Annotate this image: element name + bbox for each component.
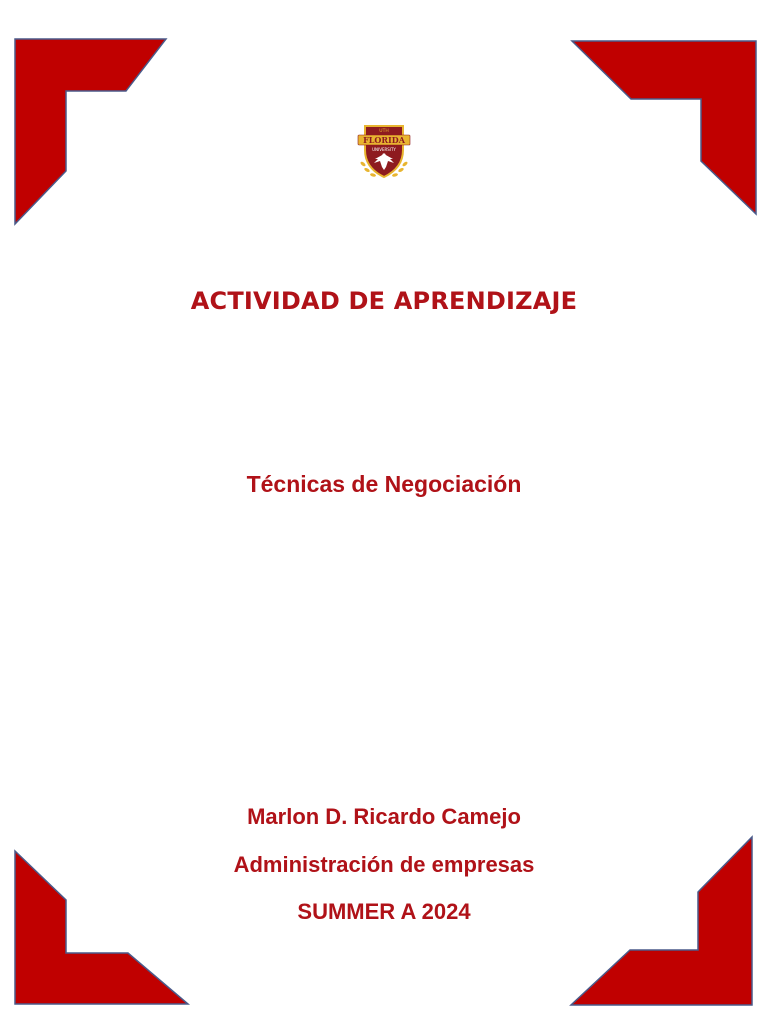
logo-arc-text: UNIVERSITY [372,147,396,152]
logo-top-text: UTH [379,129,389,134]
university-crest-logo [355,120,413,182]
subject-heading: Técnicas de Negociación [246,471,522,497]
author-term: SUMMER A 2024 [297,899,471,924]
corner-ornament-top-right [566,36,760,218]
page-title: ACTIVIDAD DE APRENDIZAJE [190,287,578,315]
corner-ornament-top-left [10,34,170,226]
logo-banner-text: FLORIDA [363,135,405,145]
author-name: Marlon D. Ricardo Camejo [247,804,521,829]
author-program: Administración de empresas [233,852,535,877]
